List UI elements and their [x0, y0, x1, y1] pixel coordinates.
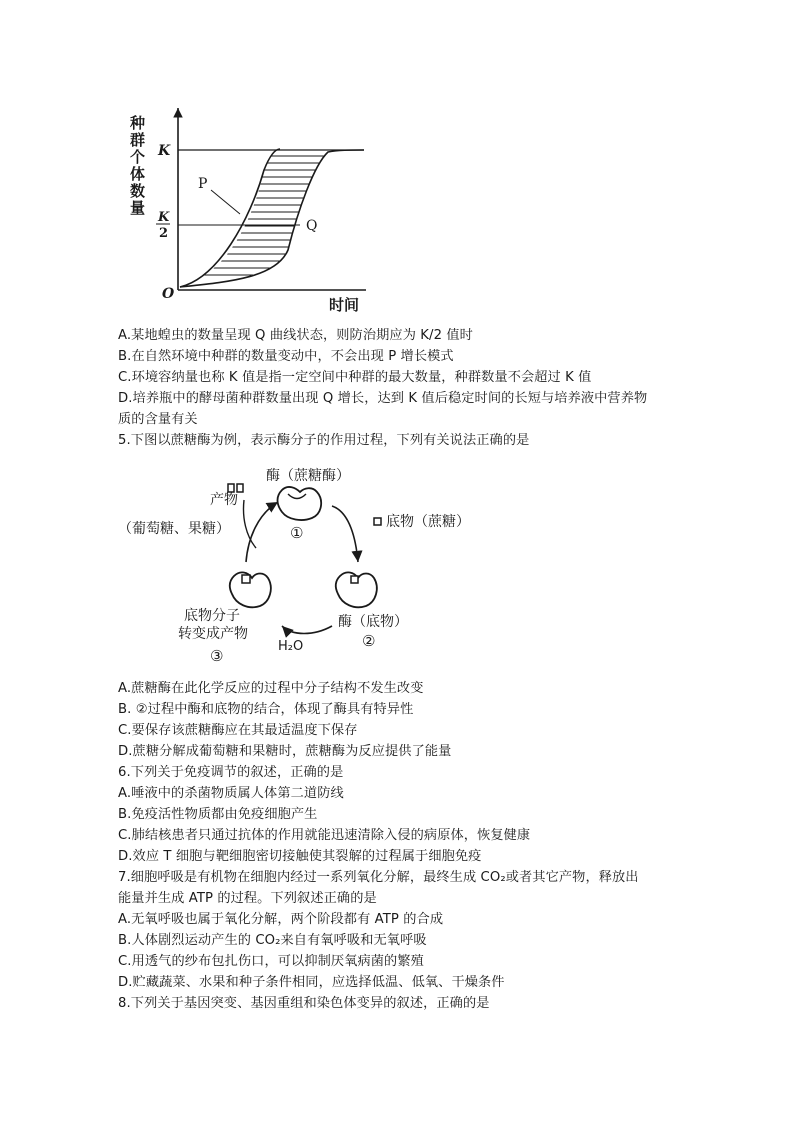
product-detail: （葡萄糖、果糖）: [118, 521, 230, 537]
k2-denominator: 2: [159, 226, 169, 241]
step-3-label: ③: [210, 647, 224, 665]
y-label-char: 数: [130, 182, 146, 200]
water-label: H₂O: [278, 639, 304, 654]
q6-option-d: D.效应 T 细胞与靶细胞密切接触使其裂解的过程属于细胞免疫: [118, 849, 482, 864]
k2-numerator: K: [158, 210, 170, 225]
enzyme-label: 酶（蔗糖酶）: [266, 468, 350, 484]
q7-stem-line1: 7.细胞呼吸是有机物在细胞内经过一系列氧化分解，最终生成 CO₂或者其它产物，释放出: [118, 870, 639, 885]
q-label: Q: [306, 218, 318, 234]
q4-option-a: A.某地蝗虫的数量呈现 Q 曲线状态，则防治期应为 K/2 值时: [118, 328, 473, 343]
q6-option-a: A.唾液中的杀菌物质属人体第二道防线: [118, 786, 344, 801]
y-label-char: 种: [130, 114, 146, 132]
q7-option-a: A.无氧呼吸也属于氧化分解，两个阶段都有 ATP 的合成: [118, 912, 444, 927]
y-label-char: 体: [130, 165, 146, 183]
p-label: P: [198, 176, 208, 192]
q4-option-d-cont: 质的含量有关: [118, 412, 198, 427]
population-growth-figure: [118, 100, 388, 315]
q5-option-a: A.蔗糖酶在此化学反应的过程中分子结构不发生改变: [118, 681, 424, 696]
conversion-line1: 底物分子: [184, 608, 240, 624]
step-2-label: ②: [362, 632, 376, 650]
substrate-label: 底物（蔗糖）: [386, 514, 470, 530]
x-axis-label: 时间: [329, 296, 360, 314]
q4-option-b: B.在自然环境中种群的数量变动中，不会出现 P 增长模式: [118, 349, 454, 364]
q8-stem: 8.下列关于基因突变、基因重组和染色体变异的叙述，正确的是: [118, 996, 490, 1011]
complex-label: 酶（底物）: [338, 614, 408, 630]
y-axis-label: [129, 114, 145, 217]
arrow-1-to-2: [332, 506, 358, 562]
arrow-2-to-3: [282, 626, 332, 634]
q7-option-b: B.人体剧烈运动产生的 CO₂来自有氧呼吸和无氧呼吸: [118, 933, 427, 948]
substrate-icon: [374, 518, 381, 525]
q6-option-c: C.肺结核患者只通过抗体的作用就能迅速清除入侵的病原体，恢复健康: [118, 828, 531, 843]
arrow-3-to-1: [246, 502, 278, 562]
conversion-line2: 转变成产物: [178, 626, 248, 642]
q5-stem: 5.下图以蔗糖酶为例，表示酶分子的作用过程，下列有关说法正确的是: [118, 433, 530, 448]
product-label: 产物: [210, 492, 238, 508]
y-label-char: 群: [130, 131, 146, 149]
q5-option-d: D.蔗糖分解成葡萄糖和果糖时，蔗糖酶为反应提供了能量: [118, 744, 452, 759]
k-label: K: [158, 143, 171, 159]
q7-option-d: D.贮藏蔬菜、水果和种子条件相同，应选择低温、低氧、干燥条件: [118, 975, 505, 990]
enzyme-shape-1: [278, 487, 322, 520]
q4-option-c: C.环境容纳量也称 K 值是指一定空间中种群的最大数量，种群数量不会超过 K 值: [118, 370, 592, 385]
step-1-label: ①: [290, 524, 304, 542]
q7-option-c: C.用透气的纱布包扎伤口，可以抑制厌氧病菌的繁殖: [118, 954, 424, 969]
origin-label: O: [162, 286, 175, 302]
y-label-char: 量: [130, 199, 146, 217]
q4-option-d: D.培养瓶中的酵母菌种群数量出现 Q 增长，达到 K 值后稳定时间的长短与培养液中营养物: [118, 391, 648, 406]
q5-option-c: C.要保存该蔗糖酶应在其最适温度下保存: [118, 723, 358, 738]
q6-stem: 6.下列关于免疫调节的叙述，正确的是: [118, 765, 344, 780]
q5-option-b: B. ②过程中酶和底物的结合，体现了酶具有特异性: [118, 702, 414, 717]
q6-option-b: B.免疫活性物质都由免疫细胞产生: [118, 807, 318, 822]
p-pointer: [211, 190, 240, 214]
q7-stem-line2: 能量并生成 ATP 的过程。下列叙述正确的是: [118, 891, 377, 906]
y-label-char: 个: [130, 148, 146, 166]
enzyme-cycle-figure: [118, 458, 498, 678]
product-icon: [228, 484, 234, 492]
